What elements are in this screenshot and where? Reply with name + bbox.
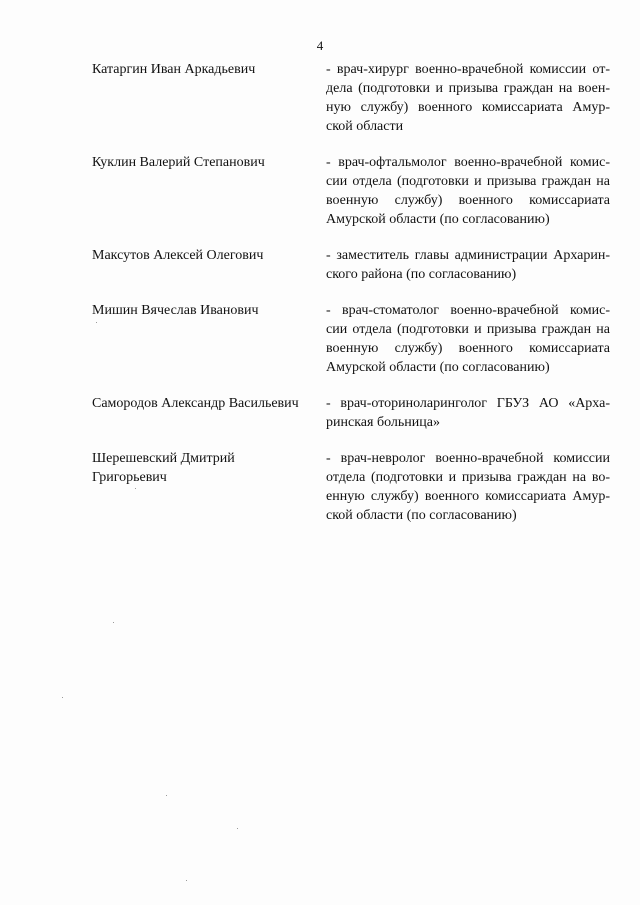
member-entry <box>92 394 612 432</box>
role-line: - врач-стоматолог военно-врачебной комис- <box>326 303 610 318</box>
scan-speck <box>166 795 167 796</box>
member-role <box>326 301 610 377</box>
member-name: Самородов Александр Васильевич <box>92 396 299 411</box>
role-line: сии отдела (подготовки и призыва граждан на <box>326 322 610 337</box>
role-line: военную службу) военного комиссариата <box>326 193 610 208</box>
role-line: - заместитель главы администрации Архарин- <box>326 248 610 263</box>
role-line: - врач-невролог военно-врачебной комиссии <box>326 451 610 466</box>
role-line: Амурской области (по согласованию) <box>326 360 550 375</box>
member-name: Максутов Алексей Олегович <box>92 248 264 263</box>
scan-speck <box>186 880 187 881</box>
member-name: Катаргин Иван Аркадьевич <box>92 62 256 77</box>
role-line: ского района (по согласованию) <box>326 267 517 282</box>
role-line: - врач-оториноларинголог ГБУЗ АО «Арха- <box>326 396 610 411</box>
member-name: Мишин Вячеслав Иванович <box>92 303 259 318</box>
scan-speck <box>96 322 97 323</box>
member-name: Куклин Валерий Степанович <box>92 155 265 170</box>
role-line: Амурской области (по согласованию) <box>326 212 550 227</box>
member-entry <box>92 60 612 136</box>
role-line: - врач-офтальмолог военно-врачебной комис- <box>326 155 610 170</box>
role-line: отдела (подготовки и призыва граждан на во- <box>326 470 610 485</box>
role-line: енную службу) военного комиссариата Амур- <box>326 489 610 504</box>
member-role <box>326 394 610 432</box>
scan-speck <box>62 697 63 698</box>
role-line: дела (подготовки и призыва граждан на воен- <box>326 81 610 96</box>
member-entry <box>92 301 612 377</box>
scan-speck <box>135 488 136 489</box>
page-number: 4 <box>316 38 324 53</box>
role-line: ской области (по согласованию) <box>326 508 517 523</box>
member-name: Шерешевский Дмитрий Григорьевич <box>92 451 235 485</box>
member-role <box>326 246 610 284</box>
role-line: военную службу) военного комиссариата <box>326 341 610 356</box>
commission-member-list <box>92 60 612 525</box>
role-line: ринская больница» <box>326 415 440 430</box>
role-line: ную службу) военного комиссариата Амур- <box>326 100 610 115</box>
role-line: - врач-хирург военно-врачебной комиссии от- <box>326 62 610 77</box>
member-role <box>326 449 610 525</box>
scan-speck <box>237 828 238 829</box>
member-role <box>326 153 610 229</box>
member-entry <box>92 246 612 284</box>
role-line: ской области <box>326 119 404 134</box>
member-role <box>326 60 610 136</box>
member-entry <box>92 449 612 525</box>
role-line: сии отдела (подготовки и призыва граждан на <box>326 174 610 189</box>
scan-speck <box>113 622 114 623</box>
member-entry <box>92 153 612 229</box>
